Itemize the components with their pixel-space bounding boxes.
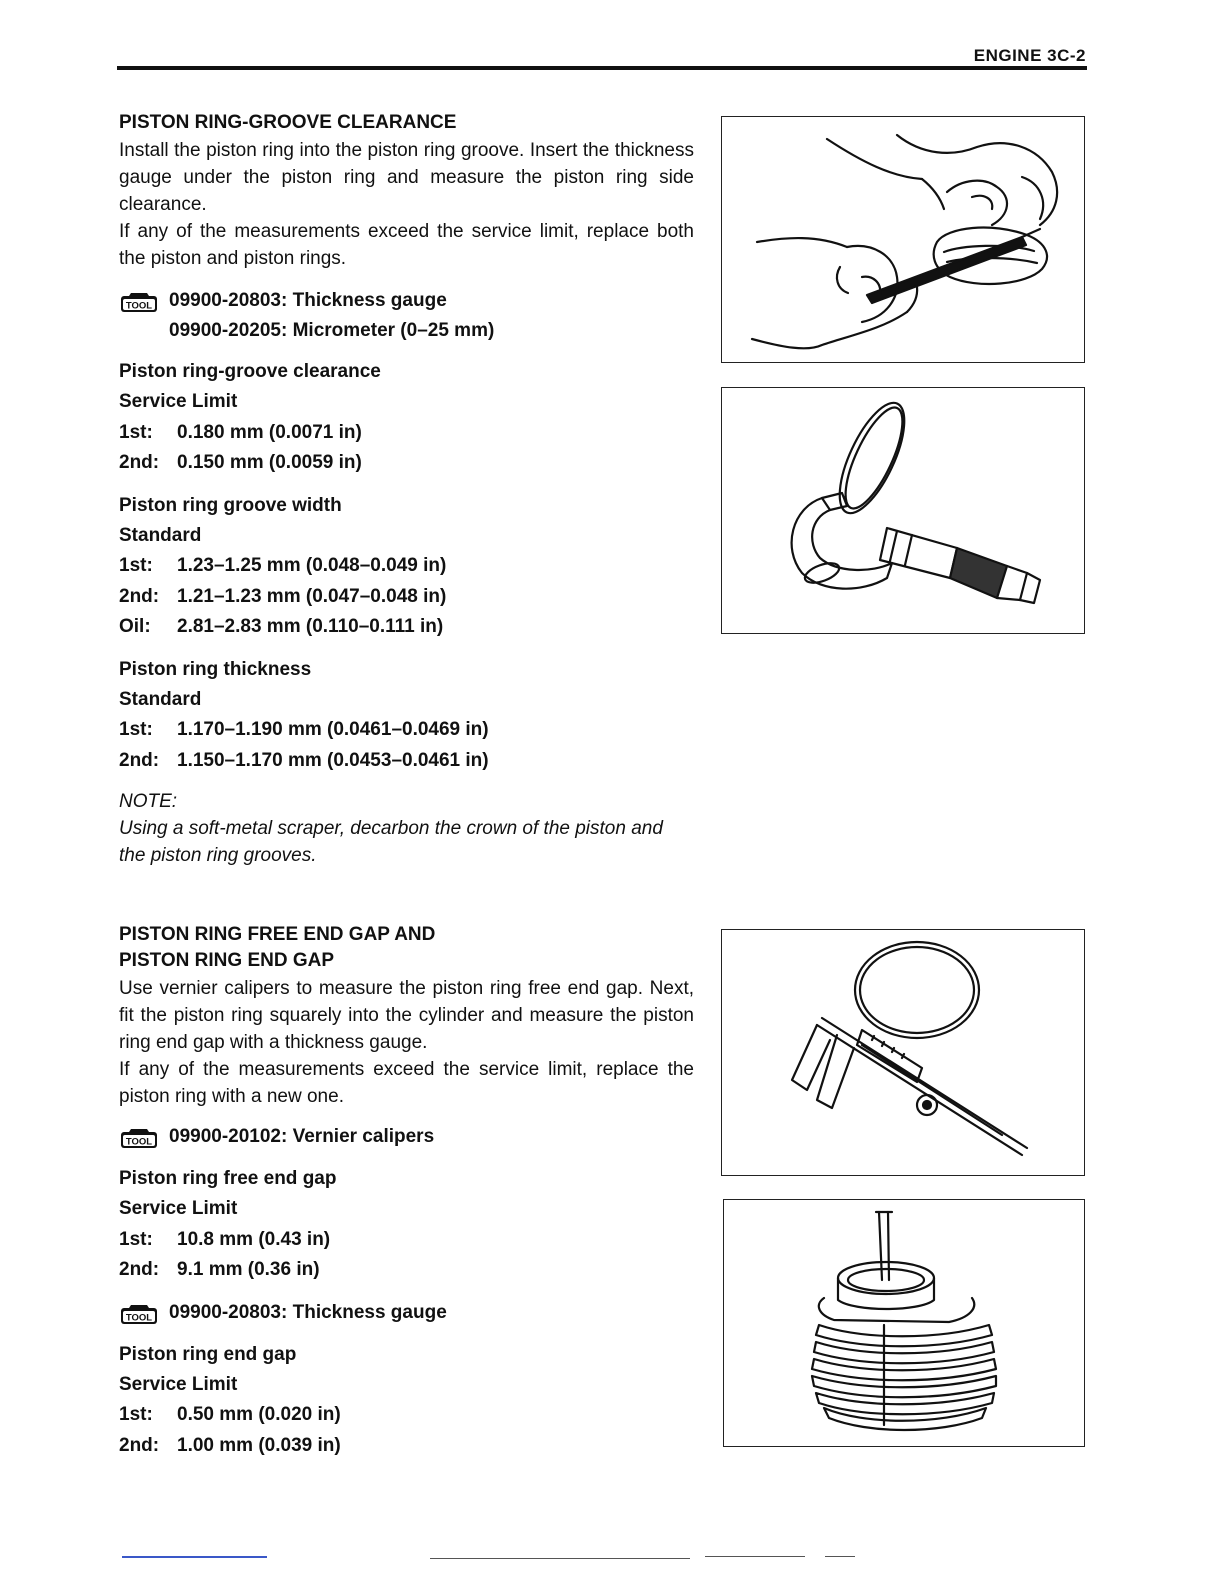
spec-clearance [119, 357, 694, 479]
tool-icon [119, 289, 159, 313]
spec-label: 2nd: [119, 749, 160, 771]
spec-row [119, 1225, 694, 1255]
figure-cylinder-end-gap [723, 1199, 1085, 1447]
note-body: Using a soft-metal scraper, decarbon the crown of the piston and the piston ring grooves. [119, 818, 663, 867]
tool-icon-label: TOOL [125, 1312, 153, 1324]
spec-value: 2.81–2.83 mm (0.110–0.111 in) [177, 616, 444, 638]
spec-groove-width [119, 491, 694, 643]
figure-thickness-gauge-piston [721, 116, 1085, 363]
spec-label: 2nd: [119, 452, 160, 474]
figure-micrometer-ring [721, 387, 1085, 634]
spec-title: Piston ring-groove clearance [119, 361, 381, 382]
spec-row [119, 1400, 694, 1430]
spec-row [119, 582, 694, 612]
warning-paragraph: If any of the measurements exceed the service limit, replace the piston ring with a new one. [119, 1059, 694, 1107]
figure-illustration [722, 388, 1084, 633]
spec-label: 2nd: [119, 1434, 160, 1456]
spec-row [119, 418, 694, 448]
spec-free-end-gap [119, 1164, 694, 1286]
header-rule [117, 66, 1087, 70]
spec-value: 0.180 mm (0.0071 in) [177, 421, 362, 443]
spec-value: 0.150 mm (0.0059 in) [177, 452, 362, 474]
section-ring-groove-clearance [119, 110, 694, 869]
spec-value: 1.170–1.190 mm (0.0461–0.0469 in) [177, 719, 489, 741]
instruction-paragraph: Use vernier calipers to measure the piston ring free end gap. Next, fit the piston ring squarely into the cylinder and measure the piston ring end gap with a thickness gauge. [119, 978, 694, 1053]
spec-title: Piston ring groove width [119, 494, 342, 516]
spec-thickness [119, 655, 694, 777]
instruction-paragraph: Install the piston ring into the piston ring groove. Insert the thickness gauge under the piston ring and measure the piston ring side clearance. [119, 140, 694, 215]
spec-value: 10.8 mm (0.43 in) [177, 1228, 331, 1250]
tool-thickness-gauge: 09900-20803: Thickness gauge [169, 1301, 447, 1323]
spec-title: Piston ring free end gap [119, 1168, 337, 1189]
figure-illustration [722, 930, 1084, 1175]
spec-value: 1.00 mm (0.039 in) [177, 1434, 341, 1456]
footer-rule [430, 1558, 690, 1559]
spec-label: 2nd: [119, 585, 160, 607]
spec-subtitle: Service Limit [119, 1374, 238, 1396]
spec-row [119, 1431, 694, 1461]
footer-rule [825, 1556, 855, 1557]
spec-value: 1.21–1.23 mm (0.047–0.048 in) [177, 585, 447, 607]
spec-value: 1.23–1.25 mm (0.048–0.049 in) [177, 555, 447, 577]
section-title: PISTON RING FREE END GAP AND [119, 924, 436, 945]
spec-subtitle: Standard [119, 525, 202, 547]
tool-line [119, 286, 694, 316]
tool-icon [119, 1125, 159, 1149]
warning-paragraph: If any of the measurements exceed the service limit, replace both the piston and piston rings. [119, 221, 694, 269]
spec-label: 1st: [119, 1228, 153, 1250]
spec-label: 2nd: [119, 1259, 160, 1281]
tool-thickness-gauge: 09900-20803: Thickness gauge [169, 290, 447, 311]
spec-title: Piston ring end gap [119, 1343, 297, 1365]
spec-label: 1st: [119, 421, 153, 443]
spec-subtitle: Service Limit [119, 391, 238, 413]
tool-icon [119, 1301, 159, 1325]
tool-icon-label: TOOL [125, 1136, 153, 1148]
spec-subtitle: Service Limit [119, 1198, 238, 1220]
spec-row [119, 746, 694, 776]
spec-row [119, 612, 694, 642]
page-header-title: ENGINE 3C-2 [973, 46, 1086, 65]
tool-vernier-calipers: 09900-20102: Vernier calipers [169, 1126, 435, 1147]
spec-label: 1st: [119, 555, 153, 577]
figure-illustration [724, 1200, 1084, 1446]
spec-value: 9.1 mm (0.36 in) [177, 1259, 320, 1281]
spec-value: 0.50 mm (0.020 in) [177, 1404, 341, 1426]
spec-row [119, 715, 694, 745]
spec-row [119, 448, 694, 478]
spec-label: 1st: [119, 1404, 153, 1426]
section-title-line2: PISTON RING END GAP [119, 950, 335, 971]
spec-subtitle: Standard [119, 689, 202, 711]
footer-rule [705, 1556, 805, 1557]
spec-row [119, 551, 694, 581]
spec-title: Piston ring thickness [119, 658, 312, 680]
spec-value: 1.150–1.170 mm (0.0453–0.0461 in) [177, 749, 489, 771]
spec-label: 1st: [119, 719, 153, 741]
figure-illustration [722, 117, 1084, 362]
tool-line [119, 1298, 694, 1328]
tool-micrometer: 09900-20205: Micrometer (0–25 mm) [169, 320, 495, 341]
tool-line [119, 1122, 694, 1152]
spec-label: Oil: [119, 616, 151, 638]
section-ring-end-gap [119, 922, 694, 1461]
spec-row [119, 1255, 694, 1285]
spec-end-gap [119, 1340, 694, 1462]
section-title: PISTON RING-GROOVE CLEARANCE [119, 112, 457, 133]
tool-icon-label: TOOL [125, 300, 153, 312]
note-heading: NOTE: [119, 791, 178, 813]
footer-accent-rule [122, 1556, 267, 1558]
figure-vernier-calipers-ring [721, 929, 1085, 1176]
